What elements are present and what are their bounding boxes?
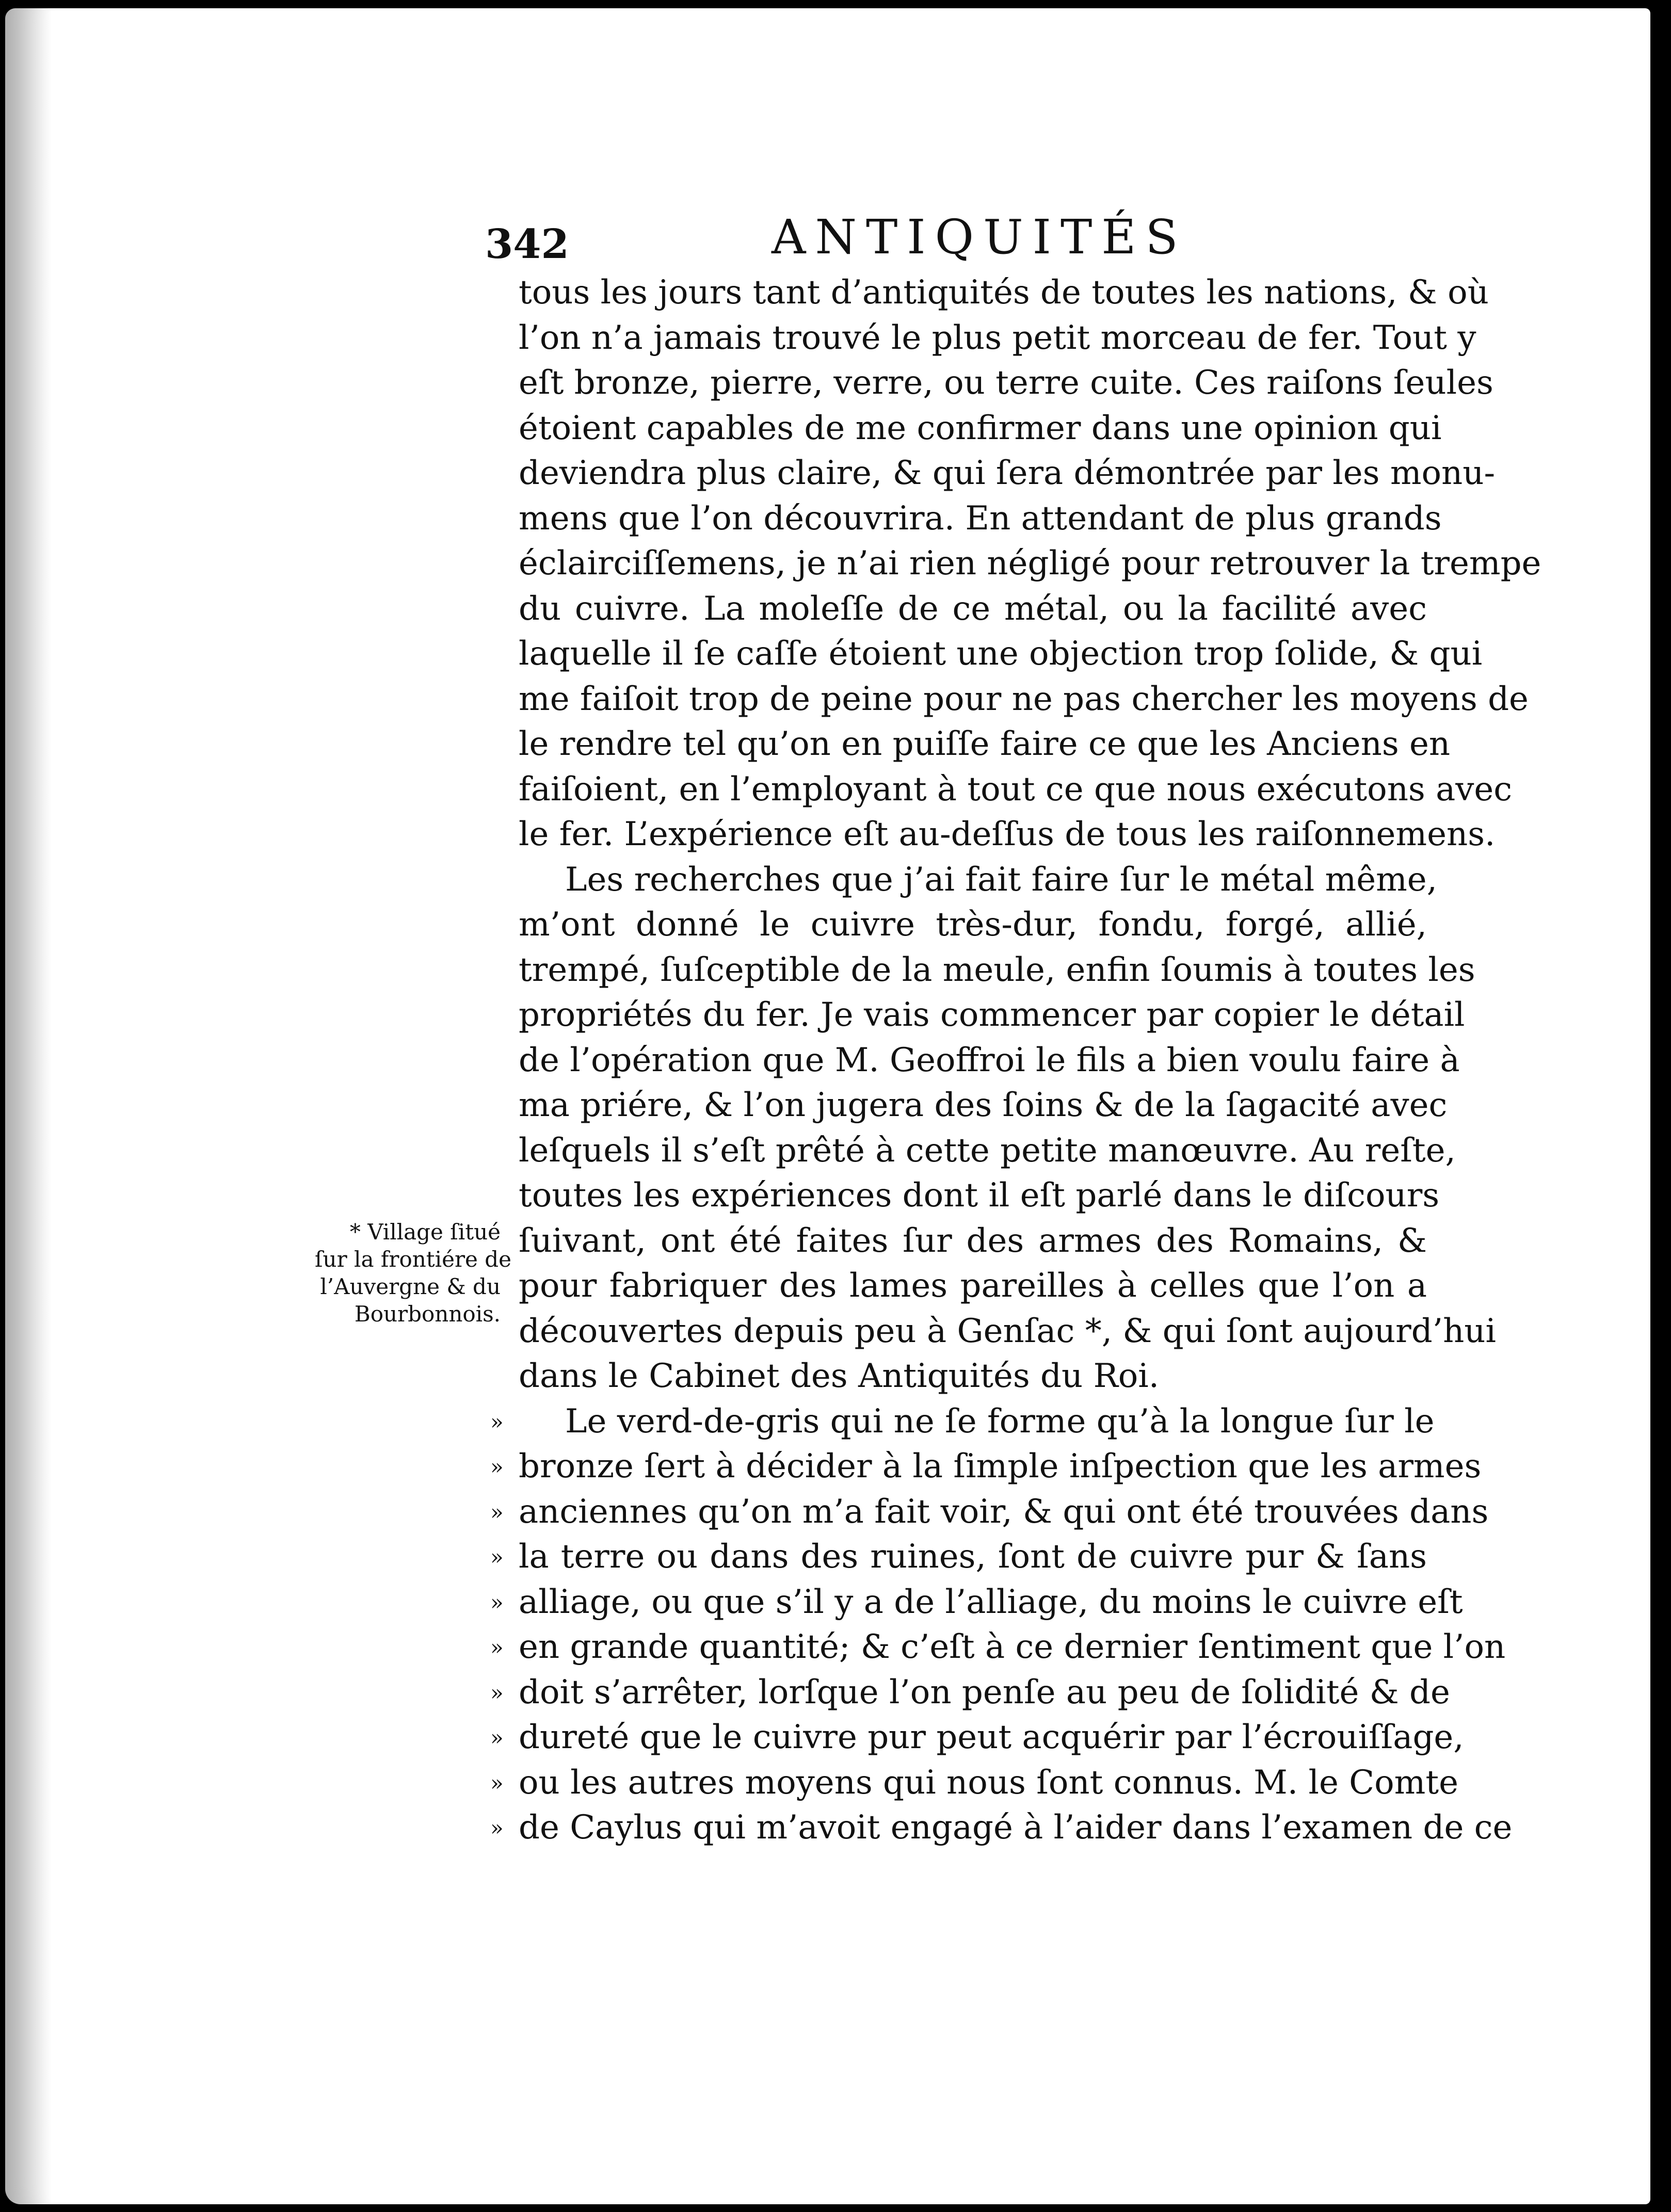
text-line: éclairciſſemens, je n’ai rien négligé pour retrouver la trempe bbox=[519, 544, 1541, 583]
margin-note-line: l’Auvergne & du bbox=[320, 1274, 501, 1299]
quoted-text: Le verd-de-gris qui ne ſe forme qu’à la longue ſur le bbox=[565, 1402, 1435, 1441]
text-line: propriétés du fer. Je vais commencer par copier le détail bbox=[519, 996, 1465, 1034]
guillemet-mark: » bbox=[490, 1815, 504, 1840]
quoted-line bbox=[490, 1580, 1463, 1625]
quoted-text: bronze ſert à décider à la ſimple inſpection que les armes bbox=[519, 1447, 1482, 1486]
text-line: étoient capables de me confirmer dans une opinion qui bbox=[519, 409, 1442, 447]
text-line: leſquels il s’eſt prêté à cette petite manœuvre. Au reſte, bbox=[519, 1131, 1456, 1170]
quoted-line bbox=[490, 1399, 1435, 1445]
text-line: deviendra plus claire, & qui ſera démontrée par les monu- bbox=[519, 454, 1496, 492]
quoted-text: en grande quantité; & c’eſt à ce dernier ſentiment que l’on bbox=[519, 1628, 1506, 1666]
running-title: ANTIQUITÉS bbox=[772, 209, 1187, 265]
text-line: le rendre tel qu’on en puiſſe faire ce que les Anciens en bbox=[519, 725, 1451, 763]
text-line: mens que l’on découvrira. En attendant de plus grands bbox=[519, 499, 1442, 538]
quoted-text: de Caylus qui m’avoit engagé à l’aider dans l’examen de ce bbox=[519, 1809, 1513, 1847]
page-number: 342 bbox=[485, 221, 569, 268]
quoted-text: ou les autres moyens qui nous ſont connus. M. le Comte bbox=[519, 1763, 1458, 1802]
text-line: me faiſoit trop de peine pour ne pas chercher les moyens de bbox=[519, 680, 1529, 718]
margin-note-line: * Village ſitué bbox=[349, 1219, 501, 1245]
text-line: trempé, ſuſceptible de la meule, enfin ſoumis à toutes les bbox=[519, 950, 1475, 989]
guillemet-mark: » bbox=[490, 1680, 504, 1705]
quoted-text: dureté que le cuivre pur peut acquérir par l’écrouiſſage, bbox=[519, 1718, 1464, 1756]
text-line: l’on n’a jamais trouvé le plus petit morceau de fer. Tout y bbox=[519, 318, 1476, 357]
guillemet-mark: » bbox=[490, 1770, 504, 1796]
text-line: de l’opération que M. Geoffroi le fils a bien voulu faire à bbox=[519, 1041, 1460, 1079]
guillemet-mark: » bbox=[490, 1544, 504, 1570]
quoted-line bbox=[490, 1761, 1458, 1806]
margin-note-line: Bourbonnois. bbox=[354, 1301, 501, 1327]
quoted-text: la terre ou dans des ruines, ſont de cuivre pur & ſans bbox=[519, 1538, 1427, 1576]
quoted-line bbox=[490, 1625, 1506, 1670]
text-line: découvertes depuis peu à Genſac *, & qui ſont aujourd’hui bbox=[519, 1312, 1496, 1350]
guillemet-mark: » bbox=[490, 1499, 504, 1525]
text-line: dans le Cabinet des Antiquités du Roi. bbox=[519, 1357, 1160, 1395]
body-text bbox=[490, 270, 1541, 1851]
text-line: ſuivant, ont été faites ſur des armes des Romains, & bbox=[519, 1221, 1427, 1260]
book-page bbox=[5, 8, 1650, 2204]
quoted-line bbox=[490, 1805, 1513, 1851]
guillemet-mark: » bbox=[490, 1589, 504, 1615]
quoted-line bbox=[490, 1490, 1489, 1535]
text-line: laquelle il ſe caſſe étoient une objection trop ſolide, & qui bbox=[519, 635, 1483, 673]
text-line: Les recherches que j’ai fait faire ſur le métal même, bbox=[565, 860, 1437, 899]
text-line: tous les jours tant d’antiquités de toutes les nations, & où bbox=[519, 273, 1489, 312]
guillemet-mark: » bbox=[490, 1725, 504, 1750]
quoted-line bbox=[490, 1444, 1482, 1490]
guillemet-mark: » bbox=[490, 1409, 504, 1434]
text-line: eſt bronze, pierre, verre, ou terre cuite. Ces raiſons ſeules bbox=[519, 364, 1493, 402]
quoted-line bbox=[490, 1715, 1464, 1761]
margin-note-line: ſur la frontiére de bbox=[315, 1247, 511, 1272]
guillemet-mark: » bbox=[490, 1454, 504, 1479]
text-line: toutes les expériences dont il eſt parlé dans le diſcours bbox=[519, 1176, 1440, 1215]
text-line: pour fabriquer des lames pareilles à celles que l’on a bbox=[519, 1267, 1427, 1305]
margin-footnote bbox=[315, 1218, 511, 1328]
text-line: m’ont donné le cuivre très-dur, fondu, forgé, allié, bbox=[519, 906, 1427, 944]
spine-shadow bbox=[5, 8, 52, 2204]
quoted-text: anciennes qu’on m’a fait voir, & qui ont été trouvées dans bbox=[519, 1492, 1489, 1531]
quoted-text: doit s’arrêter, lorſque l’on penſe au peu de ſolidité & de bbox=[519, 1673, 1450, 1712]
text-line: le fer. L’expérience eſt au-deſſus de tous les raiſonnemens. bbox=[519, 815, 1496, 853]
quoted-text: alliage, ou que s’il y a de l’alliage, du moins le cuivre eſt bbox=[519, 1583, 1463, 1621]
guillemet-mark: » bbox=[490, 1635, 504, 1660]
page-header bbox=[485, 209, 1424, 271]
text-line: ma priére, & l’on jugera des ſoins & de la ſagacité avec bbox=[519, 1086, 1448, 1124]
quoted-line bbox=[490, 1535, 1427, 1580]
quoted-line bbox=[490, 1670, 1450, 1716]
text-line: du cuivre. La moleſſe de ce métal, ou la facilité avec bbox=[519, 589, 1427, 628]
text-line: faiſoient, en l’employant à tout ce que nous exécutons avec bbox=[519, 770, 1513, 809]
